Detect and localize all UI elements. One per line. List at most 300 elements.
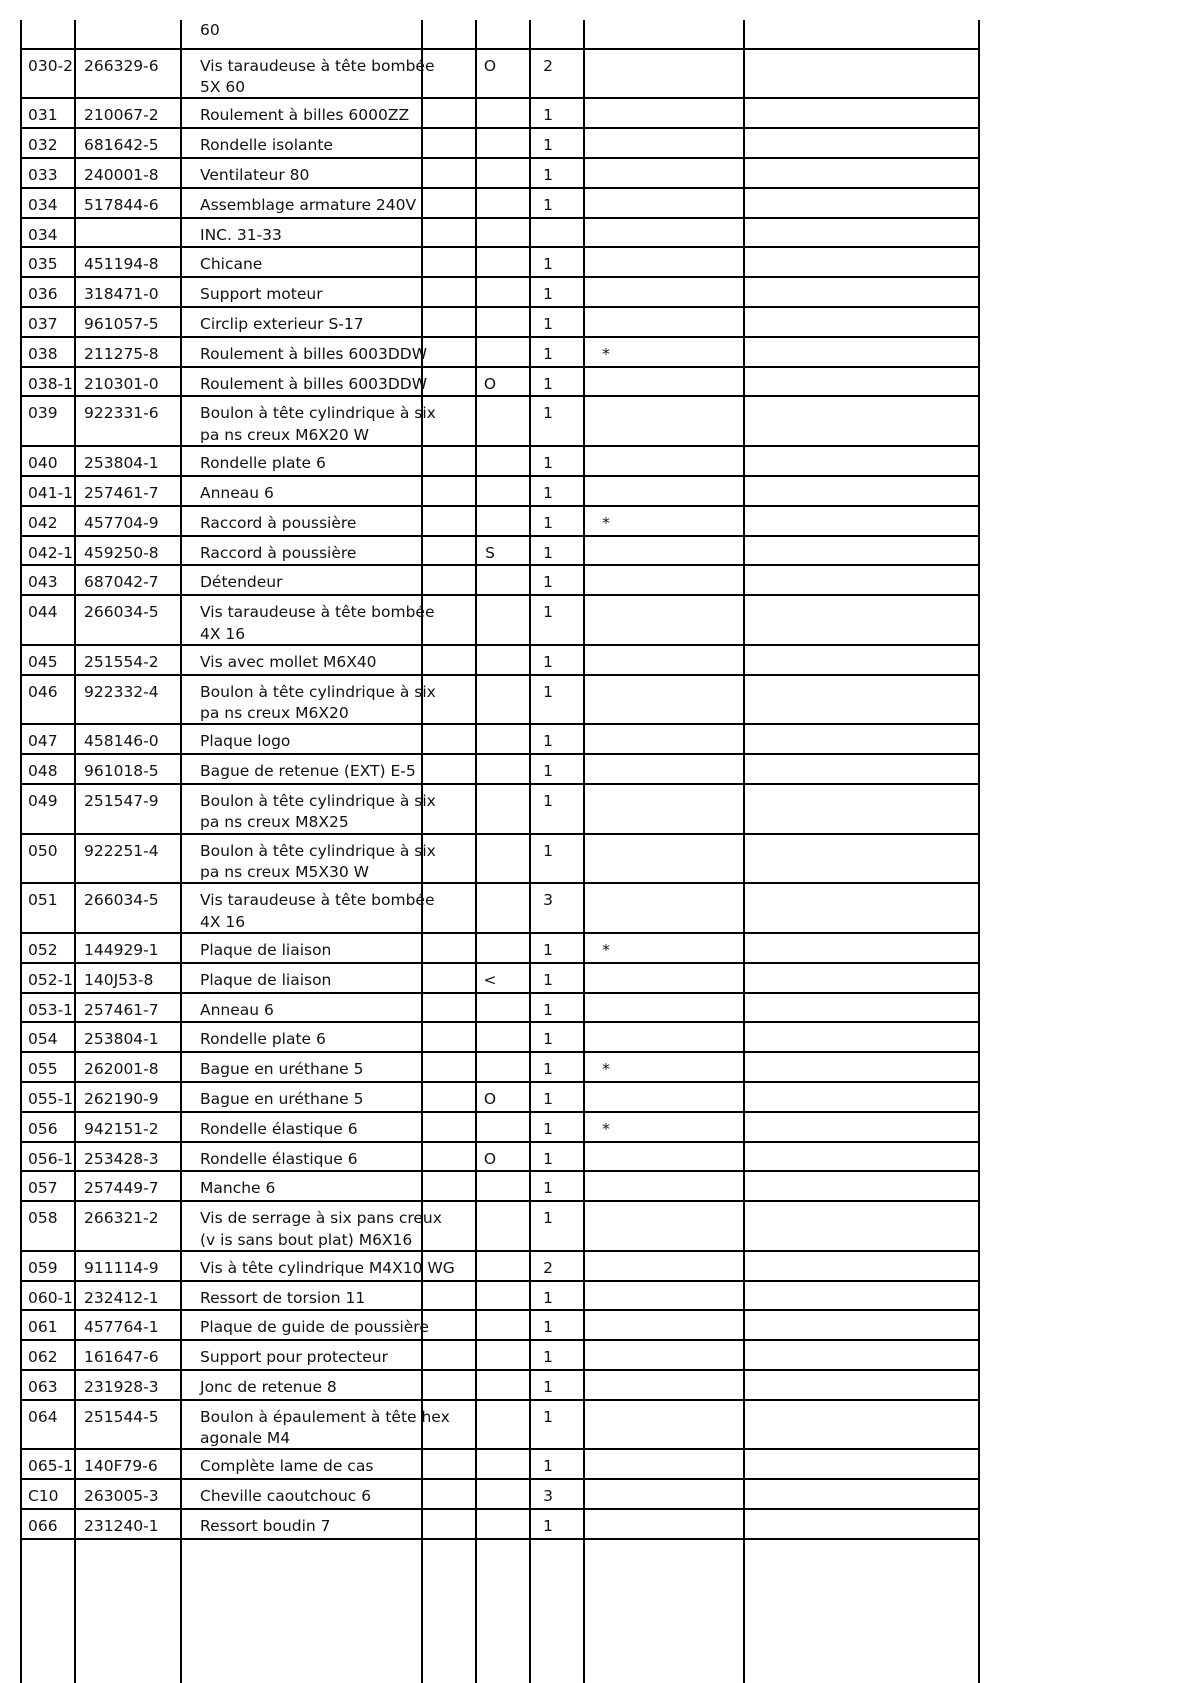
empty-cell <box>811 1401 980 1407</box>
empty-cell <box>635 1480 811 1486</box>
item-number: 054 <box>28 1030 58 1049</box>
table-row <box>22 338 978 368</box>
part-description: Roulement à billes 6000ZZ <box>200 106 410 125</box>
empty-cell <box>635 994 811 1000</box>
part-number: 922332-4 <box>84 682 159 701</box>
note-mark <box>461 785 519 791</box>
part-description: Roulement à billes 6003DDW <box>200 344 428 363</box>
empty-cell <box>811 1450 980 1456</box>
quantity: 1 <box>543 195 553 214</box>
note-mark <box>461 1252 519 1258</box>
quantity: 1 <box>543 1457 553 1476</box>
asterisk-mark <box>577 646 635 652</box>
note-mark <box>461 248 519 254</box>
quantity: 1 <box>543 841 553 860</box>
part-number: 911114-9 <box>84 1258 159 1277</box>
empty-cell <box>635 1172 811 1178</box>
asterisk-mark <box>577 50 635 56</box>
part-description: Rondelle isolante <box>200 136 333 155</box>
empty-cell <box>635 596 811 602</box>
part-description: Anneau 6 <box>200 483 274 502</box>
table-row <box>22 1341 978 1371</box>
table-row <box>22 537 978 567</box>
table-row <box>22 1023 978 1053</box>
quantity: 1 <box>543 344 553 363</box>
empty-cell <box>635 725 811 731</box>
empty-cell <box>811 397 980 403</box>
part-description: Vis taraudeuse à tête bombée 5X 60 <box>200 56 440 97</box>
note-mark: < <box>483 970 497 989</box>
note-mark: O <box>483 56 497 75</box>
item-number: 056-1 <box>28 1149 74 1168</box>
empty-cell <box>635 1113 811 1119</box>
part-number: 961057-5 <box>84 315 159 334</box>
note-mark: O <box>483 374 497 393</box>
empty-cell <box>635 1371 811 1377</box>
empty-cell <box>811 1480 980 1486</box>
quantity: 1 <box>543 255 553 274</box>
table-row <box>22 507 978 537</box>
note-mark <box>461 219 519 225</box>
table-row <box>22 219 978 249</box>
table-row <box>22 934 978 964</box>
asterisk-mark <box>577 1371 635 1377</box>
empty-cell <box>635 189 811 195</box>
item-number: 033 <box>28 166 58 185</box>
asterisk-mark <box>577 99 635 105</box>
asterisk-mark: * <box>602 1060 610 1079</box>
quantity: 1 <box>543 1288 553 1307</box>
part-description: Boulon à épaulement à tête hex agonale M4 <box>200 1407 455 1448</box>
part-description: Ventilateur 80 <box>200 166 310 185</box>
empty-cell <box>811 994 980 1000</box>
quantity: 1 <box>543 483 553 502</box>
empty-cell <box>811 725 980 731</box>
asterisk-mark: * <box>602 940 610 959</box>
note-mark <box>461 884 519 890</box>
part-description: Rondelle élastique 6 <box>200 1149 358 1168</box>
quantity: 1 <box>543 652 553 671</box>
empty-cell <box>635 566 811 572</box>
part-description: Rondelle élastique 6 <box>200 1119 358 1138</box>
table-row <box>22 755 978 785</box>
empty-cell <box>811 1202 980 1208</box>
empty-cell <box>635 477 811 483</box>
empty-cell <box>635 964 811 970</box>
empty-cell <box>811 1311 980 1317</box>
part-number: 253428-3 <box>84 1149 159 1168</box>
empty-cell <box>811 785 980 791</box>
note-mark <box>461 99 519 105</box>
part-number: 458146-0 <box>84 732 159 751</box>
item-number: 048 <box>28 762 58 781</box>
empty-cell <box>635 1401 811 1407</box>
part-description: Vis à tête cylindrique M4X10 WG <box>200 1258 455 1277</box>
item-number: 038-1 <box>28 374 74 393</box>
table-row <box>22 248 978 278</box>
asterisk-mark: * <box>602 344 610 363</box>
asterisk-mark <box>577 1341 635 1347</box>
note-mark <box>461 994 519 1000</box>
part-number: 451194-8 <box>84 255 159 274</box>
asterisk-mark <box>577 1023 635 1029</box>
quantity: 1 <box>543 454 553 473</box>
empty-cell <box>811 308 980 314</box>
asterisk-mark <box>577 447 635 453</box>
empty-cell <box>811 537 980 543</box>
asterisk-mark <box>577 477 635 483</box>
asterisk-mark <box>577 1143 635 1149</box>
item-number: 047 <box>28 732 58 751</box>
asterisk-mark <box>577 248 635 254</box>
part-description: Boulon à tête cylindrique à six pa ns creux M6X20 W <box>200 404 441 444</box>
table-row <box>22 1311 978 1341</box>
part-description: Manche 6 <box>200 1179 276 1198</box>
empty-cell <box>635 785 811 791</box>
empty-cell <box>635 1143 811 1149</box>
part-number: 681642-5 <box>84 136 159 155</box>
empty-cell <box>811 1510 980 1516</box>
table-row <box>22 785 978 835</box>
empty-cell <box>811 477 980 483</box>
empty-cell <box>635 676 811 682</box>
table-row <box>22 20 978 50</box>
item-number: 058 <box>28 1209 58 1228</box>
part-description: Complète lame de cas <box>200 1457 374 1476</box>
table-row <box>22 884 978 934</box>
table-row <box>22 50 978 100</box>
quantity: 1 <box>543 543 553 562</box>
note-mark <box>461 934 519 940</box>
empty-cell <box>635 1341 811 1347</box>
empty-cell <box>635 1311 811 1317</box>
part-description: Plaque de liaison <box>200 940 332 959</box>
empty-cell <box>635 368 811 374</box>
note-mark: S <box>485 543 495 562</box>
empty-cell <box>635 1252 811 1258</box>
part-description: Rondelle plate 6 <box>200 1030 326 1049</box>
part-description: Détendeur <box>200 573 283 592</box>
quantity: 1 <box>543 1149 553 1168</box>
asterisk-mark <box>577 1401 635 1407</box>
empty-cell <box>635 219 811 225</box>
part-number: 266329-6 <box>84 56 159 75</box>
part-description: Roulement à billes 6003DDW <box>200 374 428 393</box>
part-number: 161647-6 <box>84 1348 159 1367</box>
item-number: 032 <box>28 136 58 155</box>
empty-cell <box>811 99 980 105</box>
part-number: 266034-5 <box>84 603 159 622</box>
asterisk-mark <box>577 1450 635 1456</box>
empty-cell <box>635 20 811 26</box>
item-number: 036 <box>28 285 58 304</box>
empty-cell <box>635 159 811 165</box>
empty-cell <box>635 1053 811 1059</box>
table-row <box>22 1480 978 1510</box>
quantity: 1 <box>543 1517 553 1536</box>
quantity <box>519 219 577 225</box>
item-number: 060-1 <box>28 1288 74 1307</box>
note-mark <box>461 447 519 453</box>
item-number: 055-1 <box>28 1089 74 1108</box>
table-row <box>22 397 978 447</box>
empty-cell <box>635 646 811 652</box>
asterisk-mark <box>577 1480 635 1486</box>
note-mark <box>461 1510 519 1516</box>
asterisk-mark <box>577 219 635 225</box>
quantity: 1 <box>543 1060 553 1079</box>
item-number: 044 <box>28 603 58 622</box>
part-description: Bague en uréthane 5 <box>200 1089 364 1108</box>
asterisk-mark <box>577 994 635 1000</box>
empty-cell <box>811 368 980 374</box>
note-mark <box>461 159 519 165</box>
item-number: 034 <box>28 195 58 214</box>
item-number: 065-1 <box>28 1457 74 1476</box>
table-row <box>22 676 978 726</box>
table-row <box>22 1143 978 1173</box>
asterisk-mark <box>577 129 635 135</box>
quantity: 1 <box>543 374 553 393</box>
empty-cell <box>635 129 811 135</box>
empty-cell <box>811 1053 980 1059</box>
part-number: 253804-1 <box>84 454 159 473</box>
item-number: 034 <box>28 225 58 244</box>
part-number: 687042-7 <box>84 573 159 592</box>
table-row <box>22 1450 978 1480</box>
empty-cell <box>811 964 980 970</box>
empty-cell <box>811 596 980 602</box>
table-row <box>22 1172 978 1202</box>
part-number: 251547-9 <box>84 791 159 810</box>
empty-cell <box>635 507 811 513</box>
table-row <box>22 994 978 1024</box>
quantity: 1 <box>543 791 553 810</box>
asterisk-mark <box>577 566 635 572</box>
part-description: Anneau 6 <box>200 1000 274 1019</box>
part-number: 251554-2 <box>84 652 159 671</box>
note-mark <box>461 596 519 602</box>
table-row <box>22 1202 978 1252</box>
note-mark <box>461 1401 519 1407</box>
note-mark <box>461 755 519 761</box>
item-number: 052 <box>28 940 58 959</box>
part-description: Vis taraudeuse à tête bombée 4X 16 <box>200 603 440 643</box>
part-description: Bague en uréthane 5 <box>200 1060 364 1079</box>
item-number: 042-1 <box>28 543 74 562</box>
table-row <box>22 1083 978 1113</box>
quantity: 3 <box>543 891 553 910</box>
note-mark <box>461 507 519 513</box>
table-row <box>22 1053 978 1083</box>
asterisk-mark <box>577 785 635 791</box>
asterisk-mark <box>577 537 635 543</box>
part-number: 266034-5 <box>84 891 159 910</box>
item-number: 041-1 <box>28 483 74 502</box>
part-description: Rondelle plate 6 <box>200 454 326 473</box>
item-number: 030-2 <box>28 56 74 75</box>
note-mark <box>461 1311 519 1317</box>
part-number: 517844-6 <box>84 195 159 214</box>
empty-cell <box>811 1113 980 1119</box>
part-number: 211275-8 <box>84 344 159 363</box>
note-mark <box>461 189 519 195</box>
table-row <box>22 189 978 219</box>
quantity: 1 <box>543 285 553 304</box>
note-mark <box>461 129 519 135</box>
empty-cell <box>811 1023 980 1029</box>
item-number: 051 <box>28 891 58 910</box>
part-number: 263005-3 <box>84 1487 159 1506</box>
empty-cell <box>811 1282 980 1288</box>
quantity: 1 <box>543 1378 553 1396</box>
asterisk-mark <box>577 1252 635 1258</box>
asterisk-mark <box>577 278 635 284</box>
table-row <box>22 566 978 596</box>
note-mark <box>461 278 519 284</box>
empty-cell <box>635 755 811 761</box>
empty-cell <box>811 1083 980 1089</box>
empty-cell <box>635 934 811 940</box>
table-row <box>22 1282 978 1312</box>
part-description: Support moteur <box>200 285 323 304</box>
table-row <box>22 725 978 755</box>
quantity: 1 <box>543 404 553 423</box>
item-number: 049 <box>28 791 58 810</box>
asterisk-mark <box>577 368 635 374</box>
item-number: 064 <box>28 1407 58 1426</box>
note-mark <box>461 1450 519 1456</box>
empty-cell <box>635 248 811 254</box>
quantity: 1 <box>543 762 553 781</box>
empty-cell <box>635 537 811 543</box>
empty-cell <box>811 338 980 344</box>
quantity: 1 <box>543 1119 553 1138</box>
quantity: 1 <box>543 1030 553 1049</box>
part-description: INC. 31-33 <box>200 225 282 244</box>
part-description: Ressort boudin 7 <box>200 1517 331 1536</box>
empty-cell <box>811 219 980 225</box>
table-row <box>22 129 978 159</box>
empty-cell <box>635 278 811 284</box>
empty-cell <box>811 20 980 26</box>
part-description: Bague de retenue (EXT) E-5 <box>200 762 416 781</box>
asterisk-mark <box>577 725 635 731</box>
quantity: 1 <box>543 732 553 751</box>
asterisk-mark <box>577 159 635 165</box>
item-number: C10 <box>28 1487 59 1506</box>
part-description: Cheville caoutchouc 6 <box>200 1487 372 1506</box>
quantity: 1 <box>543 1179 553 1198</box>
asterisk-mark <box>577 397 635 403</box>
empty-cell <box>635 308 811 314</box>
item-number: 057 <box>28 1179 58 1198</box>
note-mark <box>461 1480 519 1486</box>
part-number: 262001-8 <box>84 1060 159 1079</box>
part-number: 251544-5 <box>84 1407 159 1426</box>
part-number <box>80 219 194 225</box>
empty-cell <box>811 884 980 890</box>
asterisk-mark: * <box>602 513 610 532</box>
part-number: 942151-2 <box>84 1119 159 1138</box>
part-description: Boulon à tête cylindrique à six pa ns creux M6X20 <box>200 682 441 723</box>
note-mark <box>461 646 519 652</box>
quantity: 1 <box>543 106 553 125</box>
note-mark <box>461 338 519 344</box>
item-number: 059 <box>28 1258 58 1277</box>
part-description: Plaque logo <box>200 732 291 751</box>
part-number: 457764-1 <box>84 1318 159 1337</box>
item-number: 038 <box>28 344 58 363</box>
part-description: Vis de serrage à six pans creux (v is sans bout plat) M6X16 <box>200 1209 447 1249</box>
item-number: 046 <box>28 682 58 701</box>
item-number: 066 <box>28 1517 58 1536</box>
part-number: 457704-9 <box>84 513 159 532</box>
part-number: 257461-7 <box>84 1000 159 1019</box>
part-description: Jonc de retenue 8 <box>200 1378 337 1396</box>
part-number: 262190-9 <box>84 1089 159 1108</box>
empty-cell <box>635 1023 811 1029</box>
asterisk-mark <box>577 964 635 970</box>
part-number: 459250-8 <box>84 543 159 562</box>
table-body <box>22 20 978 1540</box>
empty-cell <box>635 338 811 344</box>
empty-cell <box>811 646 980 652</box>
note-mark <box>461 308 519 314</box>
part-number: 240001-8 <box>84 166 159 185</box>
quantity: 1 <box>543 573 553 592</box>
empty-cell <box>811 278 980 284</box>
asterisk-mark <box>577 1510 635 1516</box>
quantity: 1 <box>543 513 553 532</box>
part-number: 253804-1 <box>84 1030 159 1049</box>
table-row <box>22 1113 978 1143</box>
empty-cell <box>811 1341 980 1347</box>
asterisk-mark <box>577 835 635 841</box>
part-description: Vis avec mollet M6X40 <box>200 652 377 671</box>
empty-cell <box>635 50 811 56</box>
quantity: 1 <box>543 136 553 155</box>
asterisk-mark <box>577 755 635 761</box>
asterisk-mark <box>577 1282 635 1288</box>
empty-cell <box>811 50 980 56</box>
part-number: 961018-5 <box>84 762 159 781</box>
empty-cell <box>811 507 980 513</box>
empty-cell <box>811 129 980 135</box>
empty-cell <box>811 447 980 453</box>
note-mark <box>461 1341 519 1347</box>
quantity: 1 <box>543 1089 553 1108</box>
part-description: Plaque de guide de poussière <box>200 1318 429 1337</box>
empty-cell <box>635 1450 811 1456</box>
empty-cell <box>811 1252 980 1258</box>
quantity: 2 <box>543 56 553 75</box>
empty-cell <box>635 884 811 890</box>
quantity: 1 <box>543 1000 553 1019</box>
item-number: 031 <box>28 106 58 125</box>
part-description: Circlip exterieur S-17 <box>200 315 364 334</box>
asterisk-mark <box>577 884 635 890</box>
note-mark: O <box>483 1089 497 1108</box>
item-number: 062 <box>28 1348 58 1367</box>
part-number: 231928-3 <box>84 1378 159 1396</box>
empty-cell <box>811 676 980 682</box>
quantity: 1 <box>543 315 553 334</box>
quantity: 1 <box>543 1318 553 1337</box>
table-row <box>22 1401 978 1451</box>
empty-cell <box>811 1371 980 1377</box>
asterisk-mark <box>577 1172 635 1178</box>
